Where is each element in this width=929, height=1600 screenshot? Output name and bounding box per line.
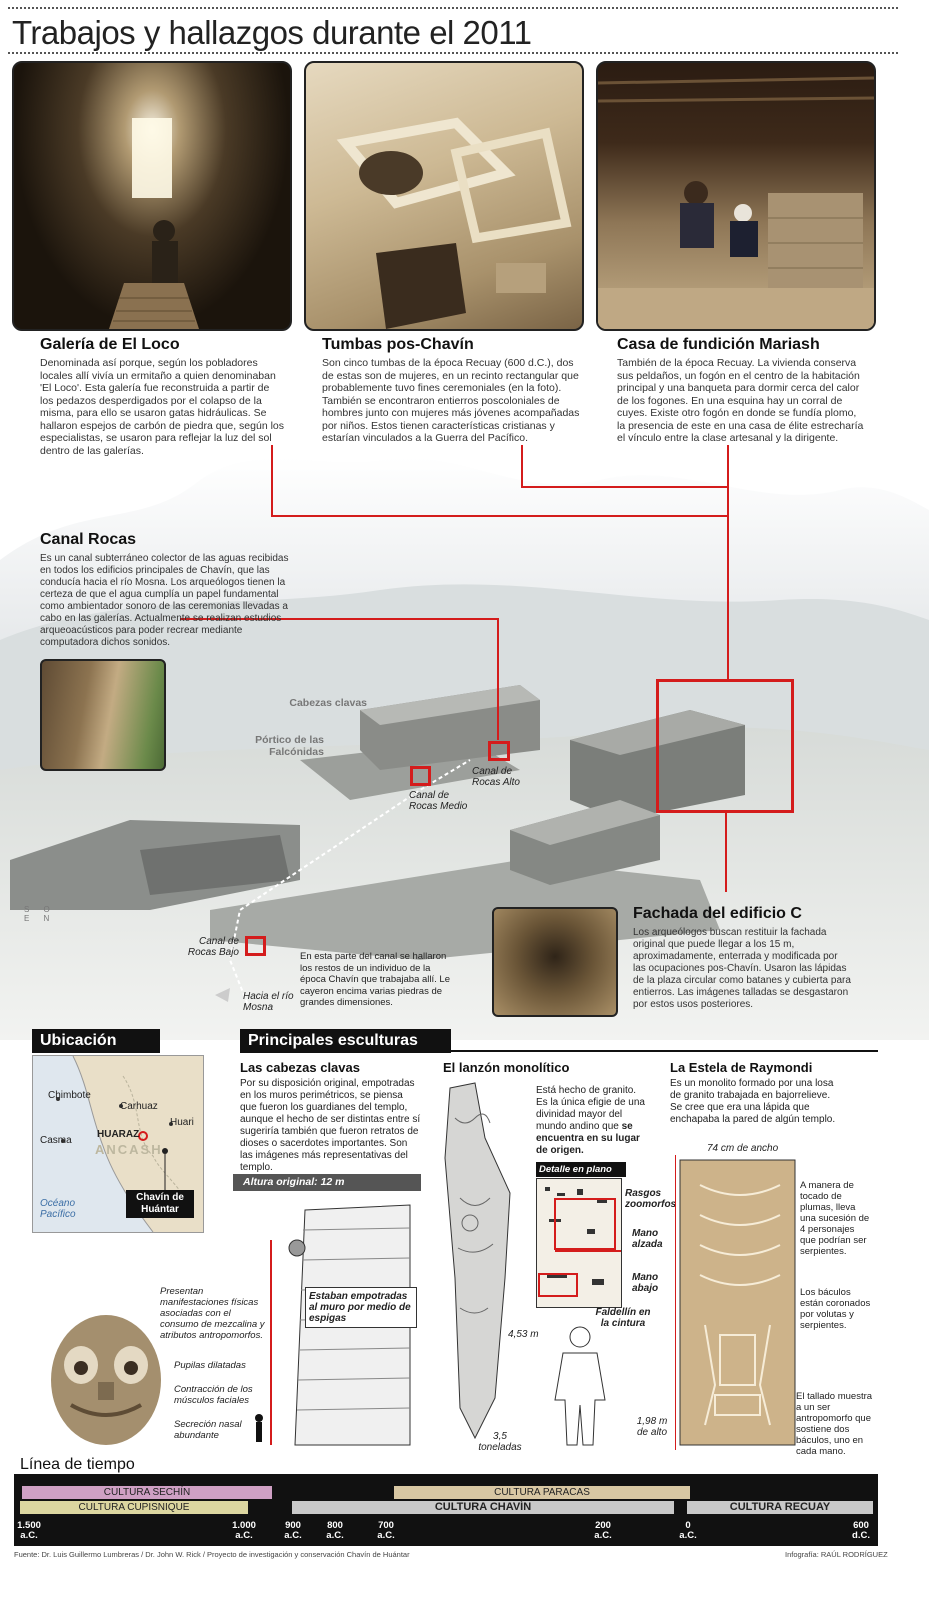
galeria-illustration bbox=[14, 63, 290, 329]
tumbas-text: Son cinco tumbas de la época Recuay (600 d.C.), dos de estas son de mujeres, en un recinto rectangular que probablemente tuvo fines ceremoniales (en la foto). También se encontraron entierros poscoloniales de hombres junto con mujeres más jóvenes acompañadas por niños. Estos tienen características cristianas y estarían vinculados a la Guerra del Pacífico. bbox=[322, 357, 580, 444]
map-huaraz: HUARAZ bbox=[97, 1129, 140, 1140]
photo-galeria-el-loco bbox=[12, 61, 292, 331]
fachada-text: Los arqueólogos buscan restituir la fachada original que puede llegar a los 15 m, aproximadamente, enterrada y modificada por las ocupaciones pos-Chavín. Usaron las lápidas de la plaza circular como batanes y cubierta para entierros. Las imágenes talladas se desgastaron por estos usos posteriores. bbox=[633, 927, 851, 1010]
tick-sub: a.C. bbox=[679, 1530, 697, 1541]
canal-alto-marker bbox=[488, 741, 510, 761]
estela-tallado-note: El tallado muestra a un ser antropomorfo que sostiene dos báculos, uno en cada mano. bbox=[796, 1391, 873, 1457]
lanzon-text-part2: se encuentra en su lugar de origen. bbox=[536, 1121, 640, 1156]
estela-text: Es un monolito formado por una losa de granito trabajada en bajorrelieve. Se cree que era una lápida que enchapaba la pared de algún templo. bbox=[670, 1078, 836, 1125]
timeline-bar-sechin: CULTURA SECHÍN bbox=[22, 1486, 272, 1499]
cabezas-title: Las cabezas clavas bbox=[240, 1060, 360, 1075]
tick-label: 1.500 bbox=[17, 1520, 41, 1531]
timeline-tick bbox=[373, 1521, 399, 1541]
photo-casa-mariash bbox=[596, 61, 876, 331]
tick-sub: d.C. bbox=[852, 1530, 870, 1541]
map-ancash: ANCASH bbox=[95, 1142, 163, 1157]
altura-original-badge: Altura original: 12 m bbox=[233, 1174, 421, 1191]
contraccion-label: Contracción de los músculos faciales bbox=[174, 1384, 253, 1406]
hacia-mosna-label: Hacia el río Mosna bbox=[243, 991, 294, 1013]
footer-credit: Infografía: RAÚL RODRÍGUEZ bbox=[785, 1550, 888, 1559]
canal-bajo-note: En esta parte del canal se hallaron los restos de un individuo de la época Chavín que trabajaba allí. Le cayeron encima varias piedras de grandes dimensiones. bbox=[300, 951, 450, 1008]
photo-tumbas-pos-chavin bbox=[304, 61, 584, 331]
connector-line bbox=[271, 445, 273, 517]
estela-ancho: 74 cm de ancho bbox=[707, 1143, 779, 1154]
lanzon-altura: 4,53 m bbox=[508, 1329, 539, 1340]
page-title: Trabajos y hallazgos durante el 2011 bbox=[12, 14, 532, 51]
canal-bajo-marker bbox=[245, 936, 266, 956]
tick-sub: a.C. bbox=[377, 1530, 395, 1541]
rasgos-label: Rasgos zoomorfos bbox=[625, 1188, 677, 1210]
detalle-plano-badge: Detalle en plano bbox=[536, 1162, 626, 1177]
galeria-title: Galería de El Loco bbox=[40, 336, 180, 353]
timeline-bar-recuay: CULTURA RECUAY bbox=[687, 1501, 873, 1514]
tumbas-title: Tumbas pos-Chavín bbox=[322, 336, 474, 353]
canal-alto-label: Canal de Rocas Alto bbox=[472, 766, 520, 788]
estela-baculos-note: Los báculos están coronados por volutas y serpientes. bbox=[800, 1287, 871, 1331]
map-carhuaz: Carhuaz bbox=[120, 1101, 158, 1112]
tick-label: 1.000 bbox=[232, 1520, 256, 1531]
lanzon-text-part1: Está hecho de granito. Es la única efigie de una divinidad mayor del mundo andino que bbox=[536, 1085, 645, 1132]
timeline-title: Línea de tiempo bbox=[20, 1456, 135, 1473]
timeline-tick bbox=[590, 1521, 616, 1541]
compass: S O E N bbox=[24, 905, 56, 923]
lanzon-text bbox=[536, 1085, 648, 1157]
tick-sub: a.C. bbox=[20, 1530, 38, 1541]
tick-label: 600 bbox=[853, 1520, 869, 1531]
timeline-tick bbox=[322, 1521, 348, 1541]
cabezas-clavas-label: Cabezas clavas bbox=[289, 697, 367, 709]
canal-title: Canal Rocas bbox=[40, 531, 137, 548]
pupilas-label: Pupilas dilatadas bbox=[174, 1360, 246, 1371]
galeria-text: Denominada así porque, según los pobladores locales allí vivía un ermitaño a quien denominaban 'El Loco'. Esta galería fue reconstruida a partir de los pedazos desperdigados por el colapso de la misma, para ello se usaron gatas hidráulicas. Se hallaron espejos de carbón de piedra que, según los especialistas, se usaron para reflejar la luz del sol dentro de las galerías. bbox=[40, 357, 285, 457]
canal-photo bbox=[40, 659, 166, 771]
map-ocean: Océano Pacífico bbox=[40, 1198, 76, 1220]
detalle-plano-box bbox=[536, 1178, 622, 1308]
timeline-bar-chavin: CULTURA CHAVÍN bbox=[292, 1501, 674, 1514]
tick-sub: a.C. bbox=[326, 1530, 344, 1541]
tick-label: 0 bbox=[685, 1520, 691, 1531]
mano-alzada-label: Mano alzada bbox=[632, 1228, 663, 1250]
fachada-photo bbox=[492, 907, 618, 1017]
connector-line bbox=[521, 445, 523, 487]
tick-sub: a.C. bbox=[284, 1530, 302, 1541]
mano-abajo-label: Mano abajo bbox=[632, 1272, 659, 1294]
map-casma: Casma bbox=[40, 1135, 72, 1146]
connector-line bbox=[271, 515, 729, 517]
footer-source: Fuente: Dr. Luis Guillermo Lumbreras / Dr. John W. Rick / Proyecto de investigación y conservación Chavín de Huántar bbox=[14, 1550, 410, 1559]
map-chavin-badge: Chavín de Huántar bbox=[126, 1190, 194, 1218]
person-silhouette bbox=[545, 1325, 615, 1450]
estela-illustration bbox=[675, 1155, 800, 1450]
fachada-highlight bbox=[656, 679, 794, 813]
timeline-tick bbox=[675, 1521, 701, 1541]
tick-label: 900 bbox=[285, 1520, 301, 1531]
empotradas-callout: Estaban empotradas al muro por medio de espigas bbox=[305, 1287, 417, 1328]
canal-text: Es un canal subterráneo colector de las aguas recibidas en todos los edificios principales de Chavín, que las conducía hacia el río Mosna. Los arqueólogos tienen la certeza de que el agua cumplía un papel fundamental como ambientador sonoro de las ceremonias llevadas a cabo en las galerías. Actualmente se realizan estudios arqueoacústicos para poder recrear mediante computadora dichos sonidos. bbox=[40, 553, 289, 648]
connector-line bbox=[725, 812, 727, 892]
portico-label: Pórtico de las Falcónidas bbox=[255, 734, 324, 758]
estela-tocado-note: A manera de tocado de plumas, lleva una sucesión de 4 personajes que podrían ser serpientes. bbox=[800, 1180, 870, 1257]
estela-alto: 1,98 m de alto bbox=[636, 1416, 668, 1438]
tick-sub: a.C. bbox=[594, 1530, 612, 1541]
canal-medio-label: Canal de Rocas Medio bbox=[409, 790, 468, 812]
timeline-tick bbox=[229, 1521, 259, 1541]
tumbas-illustration bbox=[306, 63, 582, 329]
tick-label: 800 bbox=[327, 1520, 343, 1531]
mariash-title: Casa de fundición Mariash bbox=[617, 336, 820, 353]
top-divider bbox=[8, 7, 898, 9]
connector-line bbox=[521, 486, 729, 488]
timeline-tick bbox=[848, 1521, 874, 1541]
title-divider bbox=[8, 52, 898, 54]
map-chimbote: Chimbote bbox=[48, 1090, 91, 1101]
lanzon-peso: 3,5 toneladas bbox=[478, 1431, 522, 1453]
cabeza-presentan-note: Presentan manifestaciones físicas asociadas con el consumo de mezcalina y atributos antropomorfos. bbox=[160, 1286, 265, 1341]
cabezas-text: Por su disposición original, empotradas en los muros perimétricos, se piensa que fueron los guardianes del templo, aunque el hecho de ser distintas entre sí sugeriría también que fueron retratos de dioses o sacerdotes importantes. Son las imágenes más representativas del templo. bbox=[240, 1078, 421, 1173]
tick-label: 200 bbox=[595, 1520, 611, 1531]
detalle-illustration bbox=[537, 1179, 621, 1307]
timeline-bar-cupisnique: CULTURA CUPISNIQUE bbox=[20, 1501, 248, 1514]
fachada-title: Fachada del edificio C bbox=[633, 905, 802, 922]
ubicacion-title: Ubicación bbox=[32, 1029, 160, 1053]
estela-title: La Estela de Raymondi bbox=[670, 1060, 813, 1075]
tick-label: 700 bbox=[378, 1520, 394, 1531]
timeline-tick bbox=[280, 1521, 306, 1541]
tick-sub: a.C. bbox=[235, 1530, 253, 1541]
faldellin-label: Faldellín en la cintura bbox=[595, 1307, 651, 1329]
secrecion-label: Secreción nasal abundante bbox=[174, 1419, 242, 1441]
timeline-bar-paracas: CULTURA PARACAS bbox=[394, 1486, 690, 1499]
map-huari: Huari bbox=[170, 1117, 194, 1128]
esculturas-title: Principales esculturas bbox=[240, 1029, 451, 1053]
connector-line bbox=[497, 618, 499, 740]
esculturas-rule bbox=[240, 1050, 878, 1052]
lanzon-illustration bbox=[440, 1078, 520, 1448]
timeline-tick bbox=[14, 1521, 44, 1541]
canal-bajo-label: Canal de Rocas Bajo bbox=[187, 936, 239, 958]
canal-medio-marker bbox=[410, 766, 431, 786]
mariash-illustration bbox=[598, 63, 874, 329]
mariash-text: También de la época Recuay. La vivienda conserva sus peldaños, un fogón en el centro de la habitación principal y una banqueta para dormir cerca del calor de los fogones. En una esquina hay un corral de cuyes. Existe otro fogón en donde se fundía plomo, la presencia de este en una casa de élite estrecharía el vínculo entre la clase artesanal y la dirigente. bbox=[617, 357, 864, 444]
connector-line bbox=[727, 445, 729, 680]
lanzon-title: El lanzón monolítico bbox=[443, 1060, 570, 1075]
cabeza-clava-illustration bbox=[46, 1310, 166, 1450]
